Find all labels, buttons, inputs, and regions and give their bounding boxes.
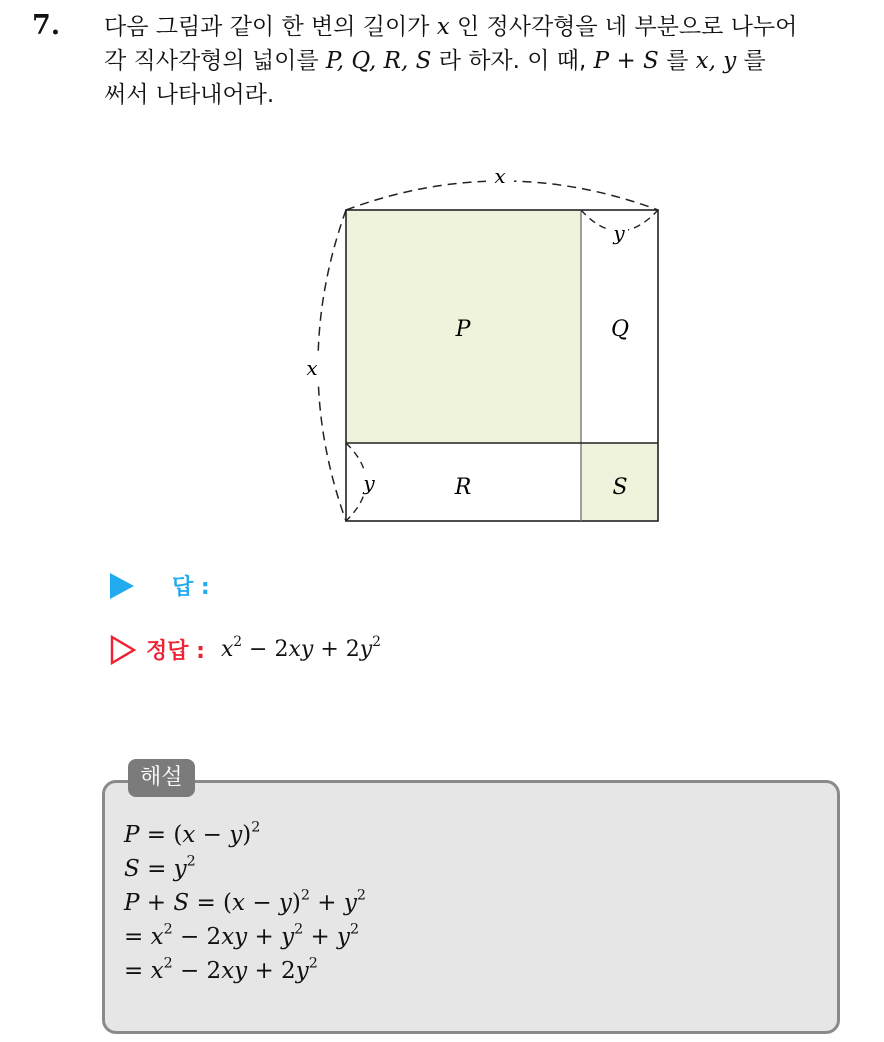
solution-line-5: = $x^2 - 2xy + 2y^2$	[124, 955, 318, 984]
label-Q: Q	[610, 317, 630, 342]
correct-answer-value: $x^2 - 2xy + 2y^2$	[220, 633, 381, 662]
solution-lines	[124, 818, 366, 988]
question-line-2: 각 직사각형의 넓이를 P, Q, R, S 라 하자. 이 때, P + S 를 x, y 를	[104, 48, 766, 74]
solution-line-4: = $x^2 - 2xy + y^2 + y^2$	[124, 921, 360, 950]
solution-line-1: $P = (x - y)^2$	[124, 819, 261, 848]
answer-row	[110, 570, 426, 601]
label-S: S	[612, 475, 628, 500]
question-text	[104, 10, 864, 112]
label-x-left: x	[306, 356, 318, 380]
label-y-left: y	[363, 471, 375, 495]
label-y-top: y	[613, 221, 625, 245]
label-P: P	[455, 317, 471, 342]
play-triangle-icon	[110, 573, 134, 599]
outline-triangle-icon	[110, 635, 136, 665]
label-R: R	[454, 475, 472, 500]
correct-answer-label: 정답 :	[146, 639, 205, 664]
question-line-1: 다음 그림과 같이 한 변의 길이가 x 인 정사각형을 네 부분으로 나누어	[104, 14, 798, 40]
label-x-top: x	[494, 164, 506, 188]
correct-answer-row	[110, 634, 381, 665]
solution-line-3: $P + S = (x - y)^2 + y^2$	[124, 887, 366, 916]
square-diagram	[290, 160, 680, 540]
question-line-3: 써서 나타내어라.	[104, 82, 275, 108]
solution-line-2: $S = y^2$	[124, 853, 196, 882]
solution-tab: 해설	[128, 759, 195, 797]
question-number: 7.	[32, 10, 61, 41]
answer-label: 답 :	[172, 575, 210, 600]
